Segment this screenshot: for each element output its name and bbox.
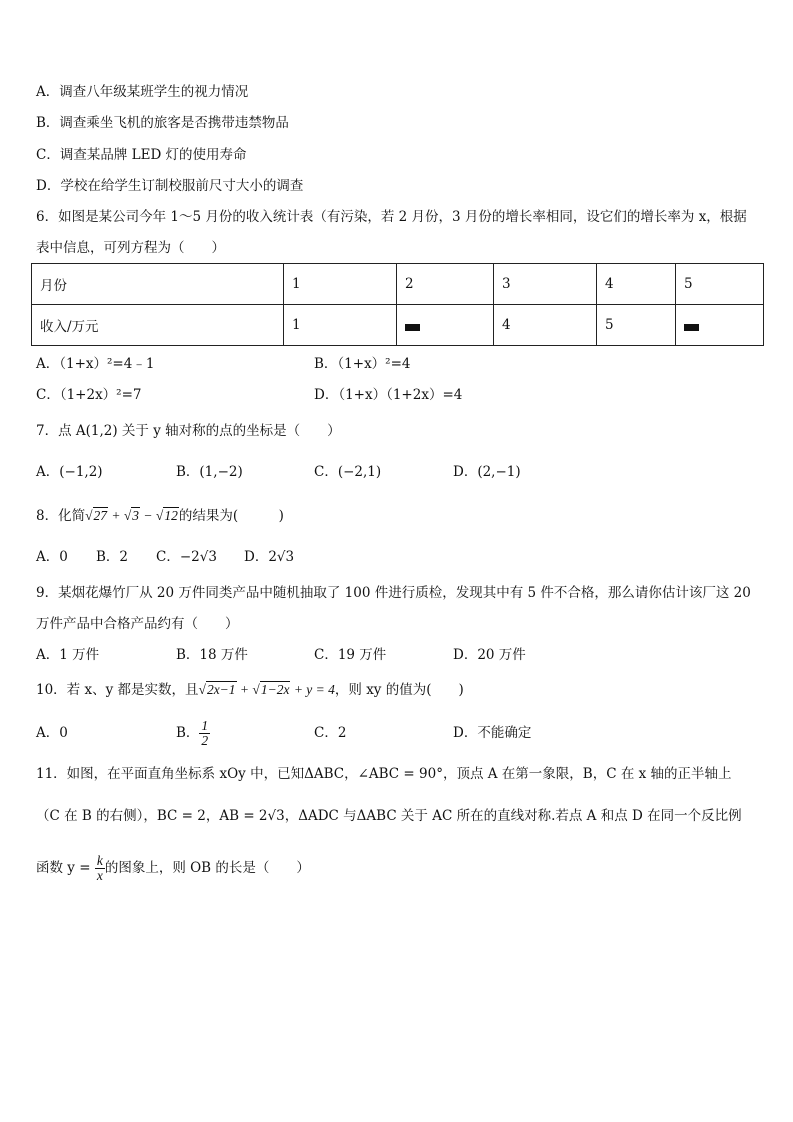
table-cell: 4 [494,305,597,346]
q8-option-c: C．−2√3 [156,549,217,565]
q7-stem: 7．点 A(1,2) 关于 y 轴对称的点的坐标是（ ） [36,423,341,439]
q11-stem-suffix: 的图象上，则 OB 的长是（ ） [104,860,310,876]
q10-expression: √2x−1 + √1−2x + y = 4 [198,682,335,697]
q6-stem-line2: 表中信息，可列方程为（ ） [36,240,225,256]
q6-option-c: C．（1+2x）²=7 [36,387,142,403]
q7-option-c: C．(−2,1) [314,464,382,480]
q6-option-b: B．（1+x）²=4 [314,356,411,372]
q8-stem-suffix: 的结果为( ) [178,508,284,524]
q10-option-b-label: B． [176,725,200,741]
table-cell-stained [397,305,494,346]
q8-option-b: B．2 [96,549,129,565]
q10-option-b [176,713,210,753]
q7-option-d: D．(2,−1) [453,464,521,480]
q11-stem-line1: 11．如图，在平面直角坐标系 xOy 中，已知ΔABC，∠ABC = 90°，顶点 A 在第一象限，B，C 在 x 轴的正半轴上 [36,766,732,782]
q8-stem [36,506,284,526]
q8-option-d: D．2√3 [244,549,295,565]
table-cell: 1 [284,264,397,305]
q7-option-b: B．(1,−2) [176,464,243,480]
table-row-month [32,264,764,305]
q8-stem-prefix: 8．化简 [36,508,86,524]
q10-stem-prefix: 10．若 x、y 都是实数，且 [36,682,199,698]
q5-option-d: D．学校在给学生订制校服前尺寸大小的调查 [36,178,304,194]
table-row-income [32,305,764,346]
q11-stem-prefix: 函数 y = [36,860,91,876]
q5-option-b: B．调查乘坐飞机的旅客是否携带违禁物品 [36,115,289,131]
q5-option-a: A．调查八年级某班学生的视力情况 [36,84,249,100]
q6-option-a: A．（1+x）²=4﹣1 [36,356,155,372]
q7-option-a: A．(−1,2) [36,464,103,480]
q9-option-d: D．20 万件 [453,647,526,663]
q6-option-d: D．（1+x）（1+2x）=4 [314,387,463,403]
q9-stem-line2: 万件产品中合格产品约有（ ） [36,616,239,632]
table-cell: 4 [597,264,676,305]
q11-stem-line3 [36,850,310,886]
q6-stem-line1: 6．如图是某公司今年 1～5 月份的收入统计表（有污染，若 2 月份，3 月份的增长率相同，设它们的增长率为 x，根据 [36,209,747,225]
fraction-k-over-x: $\frac{k}{x}$ [96,853,103,883]
ink-stain [684,324,699,331]
table-cell-stained [676,305,764,346]
q10-stem-suffix: ，则 xy 的值为( ) [334,682,464,698]
table-cell: 收入/万元 [32,305,284,346]
income-table [31,263,764,346]
q9-option-b: B．18 万件 [176,647,248,663]
q10-stem [36,680,464,700]
table-cell: 2 [397,264,494,305]
q9-option-c: C．19 万件 [314,647,387,663]
q10-option-c: C．2 [314,725,347,741]
ink-stain [405,324,420,331]
q5-option-c: C．调查某品牌 LED 灯的使用寿命 [36,147,247,163]
table-cell: 月份 [32,264,284,305]
table-cell: 5 [676,264,764,305]
q10-option-a: A．0 [36,725,68,741]
table-cell: 1 [284,305,397,346]
q11-stem-line2: （C 在 B 的右侧），BC = 2，AB = 2√3，ΔADC 与ΔABC 关于 AC 所在的直线对称.若点 A 和点 D 在同一个反比例 [36,808,742,824]
q9-option-a: A．1 万件 [36,647,100,663]
q8-expression: √27 + √3 − √12 [85,508,178,523]
q8-option-a: A．0 [36,549,68,565]
q10-option-d: D．不能确定 [453,725,532,741]
table-cell: 3 [494,264,597,305]
q9-stem-line1: 9．某烟花爆竹厂从 20 万件同类产品中随机抽取了 100 件进行质检，发现其中有 5 件不合格，那么请你估计该厂这 20 [36,585,751,601]
fraction-one-half: $\frac{1}{2}$ [201,718,209,748]
table-cell: 5 [597,305,676,346]
